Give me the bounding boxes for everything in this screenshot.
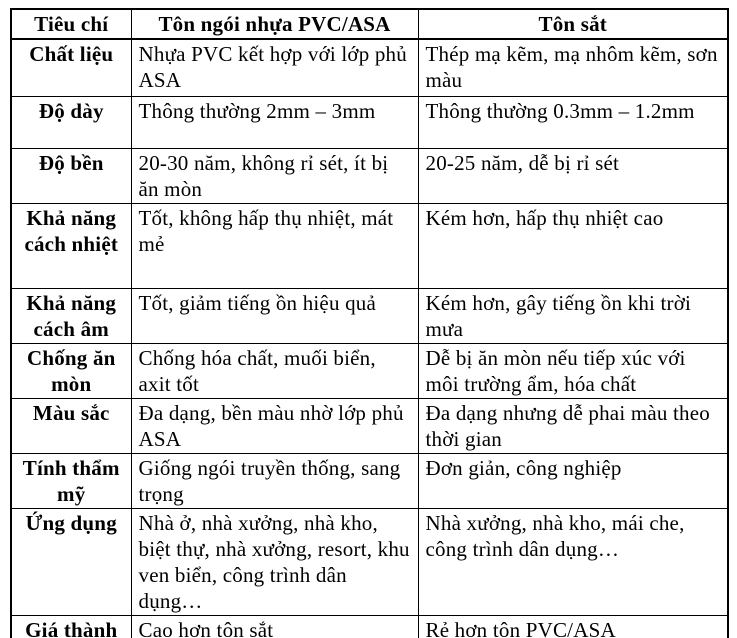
table-row — [11, 148, 728, 203]
row-label: Màu sắc — [11, 398, 131, 453]
cell-pvc: Cao hơn tôn sắt — [131, 615, 418, 638]
table-row — [11, 508, 728, 615]
cell-pvc: Chống hóa chất, muối biển, axit tốt — [131, 343, 418, 398]
cell-pvc: Nhà ở, nhà xưởng, nhà kho, biệt thự, nhà xưởng, resort, khu ven biển, công trình dân dụng… — [131, 508, 418, 615]
cell-iron: Nhà xưởng, nhà kho, mái che, công trình dân dụng… — [418, 508, 728, 615]
cell-pvc: Giống ngói truyền thống, sang trọng — [131, 453, 418, 508]
cell-iron: Đa dạng nhưng dễ phai màu theo thời gian — [418, 398, 728, 453]
table-row — [11, 343, 728, 398]
cell-iron: Kém hơn, hấp thụ nhiệt cao — [418, 203, 728, 288]
column-header-pvc: Tôn ngói nhựa PVC/ASA — [131, 9, 418, 39]
table-row — [11, 398, 728, 453]
table-row — [11, 203, 728, 288]
cell-pvc: Thông thường 2mm – 3mm — [131, 96, 418, 148]
cell-iron: Thép mạ kẽm, mạ nhôm kẽm, sơn màu — [418, 39, 728, 96]
column-header-iron: Tôn sắt — [418, 9, 728, 39]
comparison-table — [10, 8, 729, 638]
row-label: Độ dày — [11, 96, 131, 148]
row-label: Giá thành — [11, 615, 131, 638]
table-row — [11, 39, 728, 96]
table-row — [11, 96, 728, 148]
cell-iron: Đơn giản, công nghiệp — [418, 453, 728, 508]
cell-iron: Rẻ hơn tôn PVC/ASA — [418, 615, 728, 638]
row-label: Chống ăn mòn — [11, 343, 131, 398]
cell-iron: Dễ bị ăn mòn nếu tiếp xúc với môi trường ẩm, hóa chất — [418, 343, 728, 398]
table-body — [11, 39, 728, 638]
row-label: Chất liệu — [11, 39, 131, 96]
row-label: Tính thẩm mỹ — [11, 453, 131, 508]
row-label: Độ bền — [11, 148, 131, 203]
cell-iron: 20-25 năm, dễ bị rỉ sét — [418, 148, 728, 203]
cell-pvc: Tốt, không hấp thụ nhiệt, mát mẻ — [131, 203, 418, 288]
column-header-criterion: Tiêu chí — [11, 9, 131, 39]
table-row — [11, 288, 728, 343]
cell-pvc: 20-30 năm, không rỉ sét, ít bị ăn mòn — [131, 148, 418, 203]
cell-iron: Thông thường 0.3mm – 1.2mm — [418, 96, 728, 148]
cell-iron: Kém hơn, gây tiếng ồn khi trời mưa — [418, 288, 728, 343]
cell-pvc: Tốt, giảm tiếng ồn hiệu quả — [131, 288, 418, 343]
cell-pvc: Đa dạng, bền màu nhờ lớp phủ ASA — [131, 398, 418, 453]
row-label: Khả năng cách âm — [11, 288, 131, 343]
row-label: Ứng dụng — [11, 508, 131, 615]
table-row — [11, 615, 728, 638]
table-row — [11, 453, 728, 508]
row-label: Khả năng cách nhiệt — [11, 203, 131, 288]
cell-pvc: Nhựa PVC kết hợp với lớp phủ ASA — [131, 39, 418, 96]
header-row — [11, 9, 728, 39]
